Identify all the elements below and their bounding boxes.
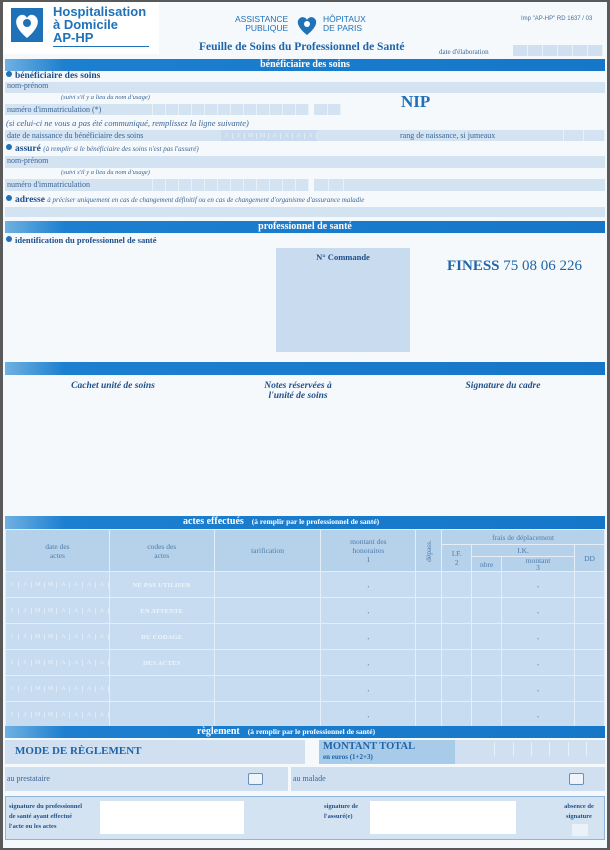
sig-pro-line3: l'acte ou les actes: [9, 823, 57, 830]
date-cell: A: [305, 133, 317, 139]
code-note: NE PAS UTILISER: [132, 582, 191, 589]
signatures-frame: [5, 796, 605, 840]
actes-band-note: (à remplir par le professionnel de santé): [251, 517, 380, 526]
sig-assure-line2: l'assuré(e): [324, 813, 353, 820]
acte-date-field[interactable]: J J M M A A A A: [6, 676, 110, 702]
date-cell: M: [257, 133, 269, 139]
mode-reglement-row: [5, 740, 305, 764]
acte-date-field[interactable]: J J M M A A A A: [6, 572, 110, 598]
acte-ik-montant-field[interactable]: ,: [502, 650, 575, 676]
acte-code-field[interactable]: [109, 624, 214, 650]
assure-nom-field[interactable]: [5, 156, 605, 168]
assure-heading-text: assuré: [15, 144, 41, 154]
acte-ik-montant-field[interactable]: ,: [502, 676, 575, 702]
beneficiaire-band: bénéficiaire des soins: [5, 59, 605, 71]
date-elaboration-field[interactable]: [513, 45, 603, 56]
bullet-icon: [6, 195, 12, 201]
had-logo: [3, 2, 159, 54]
acte-row: [6, 650, 605, 676]
acte-date-field[interactable]: J J M M A A A A: [6, 598, 110, 624]
sig-assure-label: [324, 802, 358, 822]
acte-dd-field[interactable]: [574, 598, 604, 624]
acte-montant-field[interactable]: ,: [321, 676, 416, 702]
date-cell: J: [221, 133, 233, 139]
acte-if-field[interactable]: [442, 572, 472, 598]
acte-depass-field[interactable]: [416, 598, 442, 624]
date-naissance-field[interactable]: [221, 130, 317, 141]
prestataire-label: au prestataire: [7, 774, 50, 783]
reglement-band-title: règlement: [197, 726, 240, 737]
acte-row: [6, 702, 605, 728]
finess-number: 75 08 06 226: [503, 258, 583, 274]
acte-tarif-field[interactable]: [214, 624, 321, 650]
acte-date-field[interactable]: J J M M A A A A: [6, 702, 110, 728]
identification-heading: [6, 235, 157, 245]
col-codes-line2: actes: [154, 550, 170, 560]
notes-label-line-1: Notes réservées à: [264, 381, 332, 391]
logo-line-2: à Domicile: [53, 17, 119, 32]
malade-label: au malade: [293, 774, 326, 783]
assure-heading: [6, 144, 199, 154]
acte-row: [6, 598, 605, 624]
acte-montant-field[interactable]: ,: [321, 624, 416, 650]
acte-tarif-field[interactable]: [214, 598, 321, 624]
col-montant: [321, 530, 416, 572]
acte-date-field[interactable]: J J M M A A A A: [6, 650, 110, 676]
montant-total-field[interactable]: [455, 740, 605, 764]
reglement-band-note: (à remplir par le professionnel de santé): [247, 727, 376, 736]
acte-code-field[interactable]: [109, 676, 214, 702]
acte-date-field[interactable]: J J M M A A A A: [6, 624, 110, 650]
aphp-text-1: ASSISTANCE: [235, 14, 289, 24]
montant-total-sub: en euros (1+2+3): [323, 753, 373, 761]
aphp-text-4: DE PARIS: [323, 23, 363, 33]
malade-row: [291, 767, 605, 791]
assure-nom-prenom-label: nom-prénom: [7, 156, 49, 165]
identification-heading-text: identification du professionnel de santé: [15, 235, 157, 245]
acte-if-field[interactable]: [442, 702, 472, 728]
heart-logo-icon: [11, 8, 43, 42]
acte-ik-montant-field[interactable]: ,: [502, 598, 575, 624]
logo-underline: [53, 46, 149, 47]
acte-row: [6, 676, 605, 702]
sig-assure-line1: signature de: [324, 803, 359, 810]
acte-code-field[interactable]: [109, 572, 214, 598]
col-depass: [416, 530, 442, 572]
rang-naissance-label: rang de naissance, si jumeaux: [400, 131, 496, 140]
document-title: Feuille de Soins du Professionnel de Santé: [199, 41, 405, 53]
had-logo-text: [53, 5, 146, 44]
col-ik: I.K.: [472, 545, 575, 557]
commande-box[interactable]: [276, 248, 410, 352]
actes-table: [5, 529, 605, 728]
acte-tarif-field[interactable]: [214, 572, 321, 598]
date-cell: J: [233, 133, 245, 139]
immatriculation-key-field[interactable]: [314, 104, 341, 115]
actes-band-title: actes effectués: [183, 516, 244, 527]
acte-tarif-field[interactable]: [214, 650, 321, 676]
separator-band: [5, 362, 605, 375]
sig-pro-field[interactable]: [100, 801, 244, 834]
acte-depass-field[interactable]: [416, 572, 442, 598]
col-if-index: 2: [454, 558, 459, 567]
reglement-band: [5, 726, 605, 738]
col-codes-line1: codes des: [147, 541, 177, 551]
col-depass-text: dépass.: [424, 539, 434, 562]
adresse-field[interactable]: [5, 207, 605, 217]
acte-code-field[interactable]: [109, 650, 214, 676]
absence-line1: absence de: [564, 803, 594, 810]
acte-nbre-field[interactable]: [472, 572, 502, 598]
aphp-text-3: HÔPITAUX: [323, 14, 366, 24]
acte-tarif-field[interactable]: [214, 702, 321, 728]
col-montant-ik-label: montant: [525, 556, 551, 565]
absence-label: [556, 802, 602, 822]
acte-nbre-field[interactable]: [472, 702, 502, 728]
acte-montant-field[interactable]: ,: [321, 572, 416, 598]
beneficiaire-heading-text: bénéficiaire des soins: [15, 71, 101, 81]
code-note: DU CODAGE: [141, 634, 183, 641]
acte-if-field[interactable]: [442, 676, 472, 702]
acte-montant-field[interactable]: ,: [321, 650, 416, 676]
acte-ik-montant-field[interactable]: ,: [502, 572, 575, 598]
montant-total-label-box: [319, 740, 455, 764]
aphp-logo-right: [323, 15, 366, 33]
acte-dd-field[interactable]: [574, 676, 604, 702]
col-if: [442, 545, 472, 572]
aphp-text-2: PUBLIQUE: [245, 23, 289, 33]
acte-depass-field[interactable]: [416, 676, 442, 702]
assure-key-field[interactable]: [314, 179, 605, 191]
acte-row: [6, 572, 605, 598]
bullet-icon: [6, 144, 12, 150]
date-cell: A: [281, 133, 293, 139]
malade-checkbox[interactable]: [569, 773, 584, 785]
finess-block: [447, 258, 582, 275]
col-montant-line2: honoraires: [352, 546, 385, 555]
date-cell: M: [245, 133, 257, 139]
acte-montant-field[interactable]: ,: [321, 598, 416, 624]
acte-if-field[interactable]: [442, 650, 472, 676]
care-sheet-form: [3, 2, 607, 848]
col-date-line1: date des: [45, 541, 70, 551]
col-montant-ik-index: 3: [536, 563, 540, 572]
date-naissance-label: date de naissance du bénéficiaire des soins: [7, 131, 144, 140]
acte-code-field[interactable]: [109, 702, 214, 728]
sig-pro-line1: signature du professionnel: [9, 803, 83, 810]
assure-nom-usage-note: (suivi s'il y a lieu du nom d'usage): [61, 169, 150, 176]
notes-unite-label: [233, 381, 363, 401]
sig-assure-field[interactable]: [370, 801, 516, 834]
mode-reglement-label: MODE DE RÈGLEMENT: [15, 745, 142, 757]
bullet-icon: [6, 71, 12, 77]
beneficiaire-heading: [6, 71, 100, 81]
col-montant-line1: montant des: [350, 537, 387, 546]
acte-nbre-field[interactable]: [472, 650, 502, 676]
actes-band: [5, 516, 605, 529]
acte-code-field[interactable]: [109, 598, 214, 624]
imprint-ref: Imp "AP-HP" RD 1637 / 03: [521, 16, 593, 22]
assure-heading-note: (à remplir si le bénéficiaire des soins n'est pas l'assuré): [43, 145, 199, 153]
acte-nbre-field[interactable]: [472, 598, 502, 624]
adresse-note: à préciser uniquement en cas de changement définitif ou en cas de changement d'organisme d'assurance maladie: [47, 196, 365, 204]
aphp-logo-left: [235, 15, 288, 33]
absence-line2: signature: [566, 813, 592, 820]
col-date-line2: actes: [49, 550, 65, 560]
acte-nbre-field[interactable]: [472, 676, 502, 702]
date-cell: A: [293, 133, 305, 139]
col-nbre: nbre: [472, 557, 502, 572]
date-elaboration-label: date d'élaboration: [439, 48, 489, 56]
col-frais: frais de déplacement: [442, 530, 605, 545]
col-date: [6, 530, 110, 572]
date-cell: A: [269, 133, 281, 139]
professionnel-band: professionnel de santé: [5, 221, 605, 233]
nom-usage-note: (suivi s'il y a lieu du nom d'usage): [61, 94, 150, 101]
col-if-label: I.F.: [451, 549, 462, 558]
acte-tarif-field[interactable]: [214, 676, 321, 702]
logo-line-3: AP-HP: [53, 30, 94, 45]
code-note: DES ACTES: [143, 660, 181, 667]
prestataire-checkbox[interactable]: [248, 773, 263, 785]
code-note: EN ATTENTE: [140, 608, 184, 615]
beneficiaire-nom-field[interactable]: [5, 82, 605, 93]
acte-row: [6, 624, 605, 650]
acte-dd-field[interactable]: [574, 624, 604, 650]
signature-cadre-label: Signature du cadre: [465, 381, 541, 391]
acte-dd-field[interactable]: [574, 702, 604, 728]
bullet-icon: [6, 236, 12, 242]
not-communicated-note: (si celui-ci ne vous a pas été communiqué, remplissez la ligne suivante): [6, 118, 249, 128]
col-montant-index: 1: [366, 555, 371, 564]
acte-depass-field[interactable]: [416, 650, 442, 676]
acte-dd-field[interactable]: [574, 650, 604, 676]
acte-montant-field[interactable]: ,: [321, 702, 416, 728]
col-tarification: tarification: [214, 530, 321, 572]
acte-if-field[interactable]: [442, 598, 472, 624]
col-codes: [109, 530, 214, 572]
notes-label-line-2: l'unité de soins: [268, 391, 328, 401]
immatriculation-label: numéro d'immatriculation (*): [7, 105, 102, 114]
absence-checkbox[interactable]: [572, 824, 588, 836]
acte-nbre-field[interactable]: [472, 624, 502, 650]
adresse-heading: [6, 195, 364, 205]
assure-immatriculation-label: numéro d'immatriculation: [7, 180, 90, 189]
sig-pro-label: [9, 802, 82, 832]
acte-depass-field[interactable]: [416, 702, 442, 728]
adresse-heading-text: adresse: [15, 195, 45, 205]
commande-label: N° Commande: [316, 252, 370, 262]
col-dd: DD: [574, 545, 604, 572]
cachet-unite-label: Cachet unité de soins: [71, 381, 155, 391]
sig-pro-line2: de santé ayant effectué: [9, 813, 72, 820]
prestataire-row: [5, 767, 288, 791]
finess-label: FINESS: [447, 258, 500, 274]
rang-naissance-field[interactable]: [543, 130, 605, 141]
nom-prenom-label: nom-prénom: [7, 81, 49, 90]
col-montant-ik: [502, 557, 575, 572]
acte-ik-montant-field[interactable]: ,: [502, 702, 575, 728]
logo-line-1: Hospitalisation: [53, 4, 147, 19]
acte-depass-field[interactable]: [416, 624, 442, 650]
aphp-heart-icon: [295, 14, 319, 36]
nip-label: NIP: [401, 92, 431, 111]
montant-total-label: MONTANT TOTAL: [323, 741, 416, 752]
acte-dd-field[interactable]: [574, 572, 604, 598]
acte-ik-montant-field[interactable]: ,: [502, 624, 575, 650]
acte-if-field[interactable]: [442, 624, 472, 650]
